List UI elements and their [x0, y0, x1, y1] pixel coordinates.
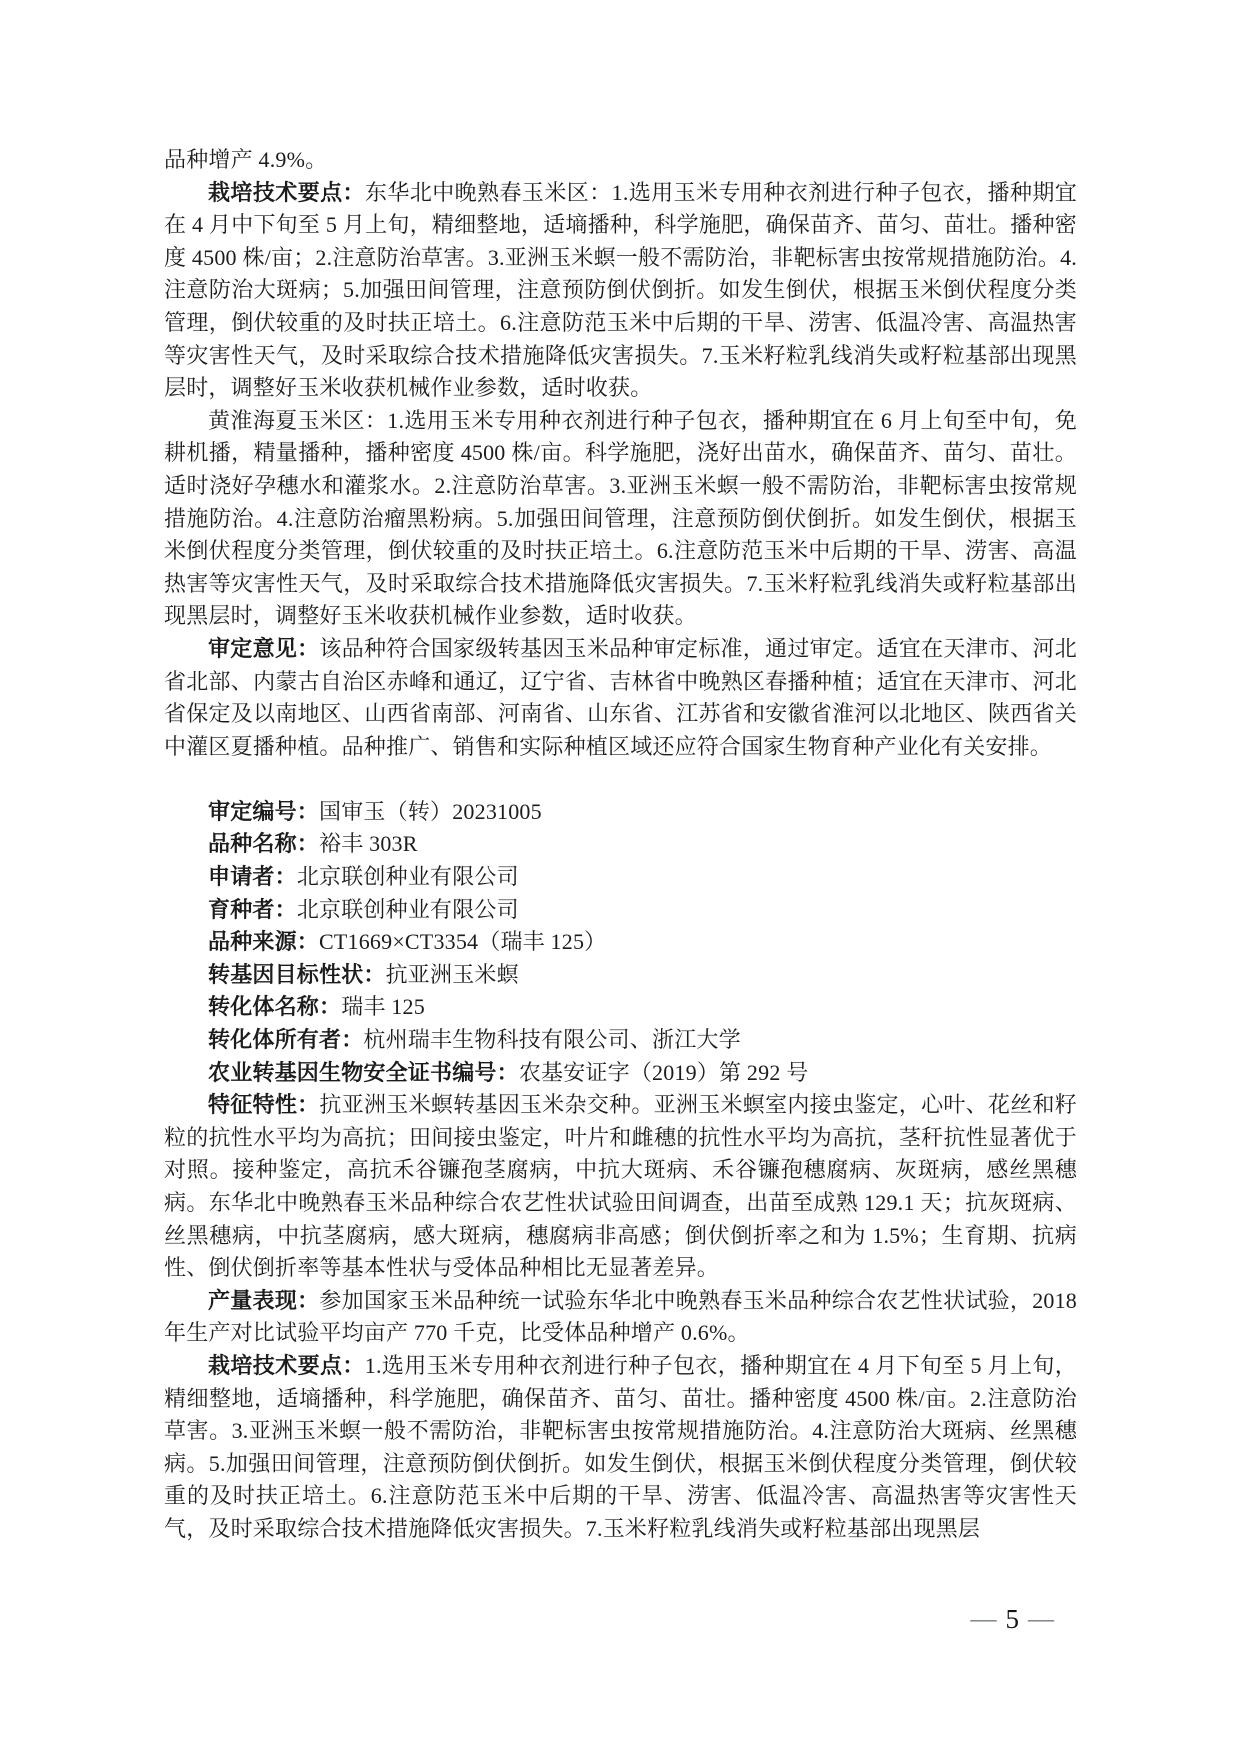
paragraph-label: 产量表现：: [208, 1287, 320, 1313]
field-label: 转化体名称：: [208, 994, 342, 1020]
field-label: 审定编号：: [208, 798, 320, 824]
paragraph-text: 品种增产 4.9%。: [164, 147, 328, 172]
field-label: 转化体所有者：: [208, 1027, 364, 1053]
field-transformant-name: [164, 991, 1077, 1024]
field-label: 农业转基因生物安全证书编号：: [208, 1059, 519, 1085]
paragraph-text: 1.选用玉米专用种衣剂进行种子包衣，播种期宜在 4 月下旬至 5 月上旬，精细整地，适墒播种，科学施肥，确保苗齐、苗匀、苗壮。播种密度 4500 株/亩。2.注意防治草害。3.亚洲玉米螟一般不需防治，非靶标害虫按常规措施防治。4.注意防治大斑病、丝黑穗病。5.加强田间管理，注意预防倒伏倒折。如发生倒伏，根据玉米倒伏程度分类管理，倒伏较重的及时扶正培土。6.注意防范玉米中后期的干旱、涝害、低温冷害、高温热害等灾害性天气，及时采取综合技术措施降低灾害损失。7.玉米籽粒乳线消失或籽粒基部出现黑层: [164, 1352, 1077, 1541]
field-label: 育种者：: [208, 896, 297, 922]
paragraph-characteristics: [164, 1089, 1077, 1285]
field-breeder: [164, 894, 1077, 927]
field-value: 抗亚洲玉米螟: [385, 961, 519, 987]
page-footer: [971, 1601, 1055, 1637]
paragraph-text: 黄淮海夏玉米区：1.选用玉米专用种衣剂进行种子包衣，播种期宜在 6 月上旬至中旬，免耕机播，精量播种，播种密度 4500 株/亩。科学施肥，浇好出苗水，确保苗齐、苗匀、苗壮。适时浇好孕穗水和灌浆水。2.注意防治草害。3.亚洲玉米螟一般不需防治，非靶标害虫按常规措施防治。4.注意防治瘤黑粉病。5.加强田间管理，注意预防倒伏倒折。如发生倒伏，根据玉米倒伏程度分类管理，倒伏较重的及时扶正培土。6.注意防范玉米中后期的干旱、涝害、高温热害等灾害性天气，及时采取综合技术措施降低灾害损失。7.玉米籽粒乳线消失或籽粒基部出现黑层时，调整好玉米收获机械作业参数，适时收获。: [164, 407, 1077, 629]
field-value: 北京联创种业有限公司: [296, 896, 519, 922]
paragraph-continuation: [164, 144, 1077, 177]
paragraph-text: 东华北中晚熟春玉米区：1.选用玉米专用种衣剂进行种子包衣，播种期宜在 4 月中下旬至 5 月上旬，精细整地，适墒播种，科学施肥，确保苗齐、苗匀、苗壮。播种密度 4500 株/亩；2.注意防治草害。3.亚洲玉米螟一般不需防治，非靶标害虫按常规措施防治。4.注意防治大斑病；5.加强田间管理，注意预防倒伏倒折。如发生倒伏，根据玉米倒伏程度分类管理，倒伏较重的及时扶正培土。6.注意防范玉米中后期的干旱、涝害、低温冷害、高温热害等灾害性天气，及时采取综合技术措施降低灾害损失。7.玉米籽粒乳线消失或籽粒基部出现黑层时，调整好玉米收获机械作业参数，适时收获。: [164, 179, 1077, 401]
footer-dash-left: —: [970, 1604, 997, 1633]
paragraph-text: 抗亚洲玉米螟转基因玉米杂交种。亚洲玉米螟室内接虫鉴定，心叶、花丝和籽粒的抗性水平均为高抗；田间接虫鉴定，叶片和雌穗的抗性水平均为高抗，茎秆抗性显著优于对照。接种鉴定，高抗禾谷镰孢茎腐病，中抗大斑病、禾谷镰孢穗腐病、灰斑病，感丝黑穗病。东华北中晚熟春玉米品种综合农艺性状试验田间调查，出苗至成熟 129.1 天；抗灰斑病、丝黑穗病，中抗茎腐病，感大斑病，穗腐病非高感；倒伏倒折率之和为 1.5%；生育期、抗病性、倒伏倒折率等基本性状与受体品种相比无显著差异。: [164, 1092, 1077, 1281]
field-value: 裕丰 303R: [319, 831, 418, 857]
field-value: 杭州瑞丰生物科技有限公司、浙江大学: [363, 1027, 741, 1053]
field-gm-target-trait: [164, 959, 1077, 992]
blank-line-separator: [164, 763, 1077, 796]
field-approval-number: [164, 796, 1077, 829]
field-value: CT1669×CT3354（瑞丰 125）: [319, 929, 607, 955]
paragraph-approval-opinion: [164, 633, 1077, 763]
paragraph-label: 栽培技术要点：: [208, 179, 365, 205]
page-number: 5: [1005, 1604, 1019, 1634]
field-label: 申请者：: [208, 864, 297, 890]
field-label: 品种来源：: [208, 929, 320, 955]
paragraph-label: 审定意见：: [208, 635, 320, 661]
field-value: 北京联创种业有限公司: [296, 864, 519, 890]
paragraph-text: 参加国家玉米品种统一试验东华北中晚熟春玉米品种综合农艺性状试验，2018 年生产对比试验平均亩产 770 千克，比受体品种增产 0.6%。: [164, 1287, 1077, 1346]
field-gmo-safety-certificate: [164, 1057, 1077, 1090]
paragraph-cultivation-points-2: [164, 1350, 1077, 1546]
paragraph-label: 特征特性：: [208, 1092, 320, 1118]
field-transformant-owner: [164, 1024, 1077, 1057]
field-variety-name: [164, 828, 1077, 861]
field-label: 转基因目标性状：: [208, 961, 386, 987]
field-value: 农基安证字（2019）第 292 号: [518, 1059, 809, 1085]
field-value: 国审玉（转）20231005: [319, 798, 542, 824]
page-body: [164, 144, 1077, 1546]
paragraph-label: 栽培技术要点：: [208, 1352, 365, 1378]
footer-dash-right: —: [1028, 1604, 1054, 1633]
paragraph-text: 该品种符合国家级转基因玉米品种审定标准，通过审定。适宜在天津市、河北省北部、内蒙古自治区赤峰和通辽，辽宁省、吉林省中晚熟区春播种植；适宜在天津市、河北省保定及以南地区、山西省南部、河南省、山东省、江苏省和安徽省淮河以北地区、陕西省关中灌区夏播种植。品种推广、销售和实际种植区域还应符合国家生物育种产业化有关安排。: [164, 635, 1077, 759]
field-variety-source: [164, 926, 1077, 959]
field-label: 品种名称：: [208, 831, 320, 857]
field-applicant: [164, 861, 1077, 894]
field-value: 瑞丰 125: [341, 994, 425, 1020]
paragraph-huanghuaihai-summer: [164, 405, 1077, 633]
paragraph-cultivation-points-spring: [164, 177, 1077, 405]
paragraph-yield-performance: [164, 1285, 1077, 1350]
